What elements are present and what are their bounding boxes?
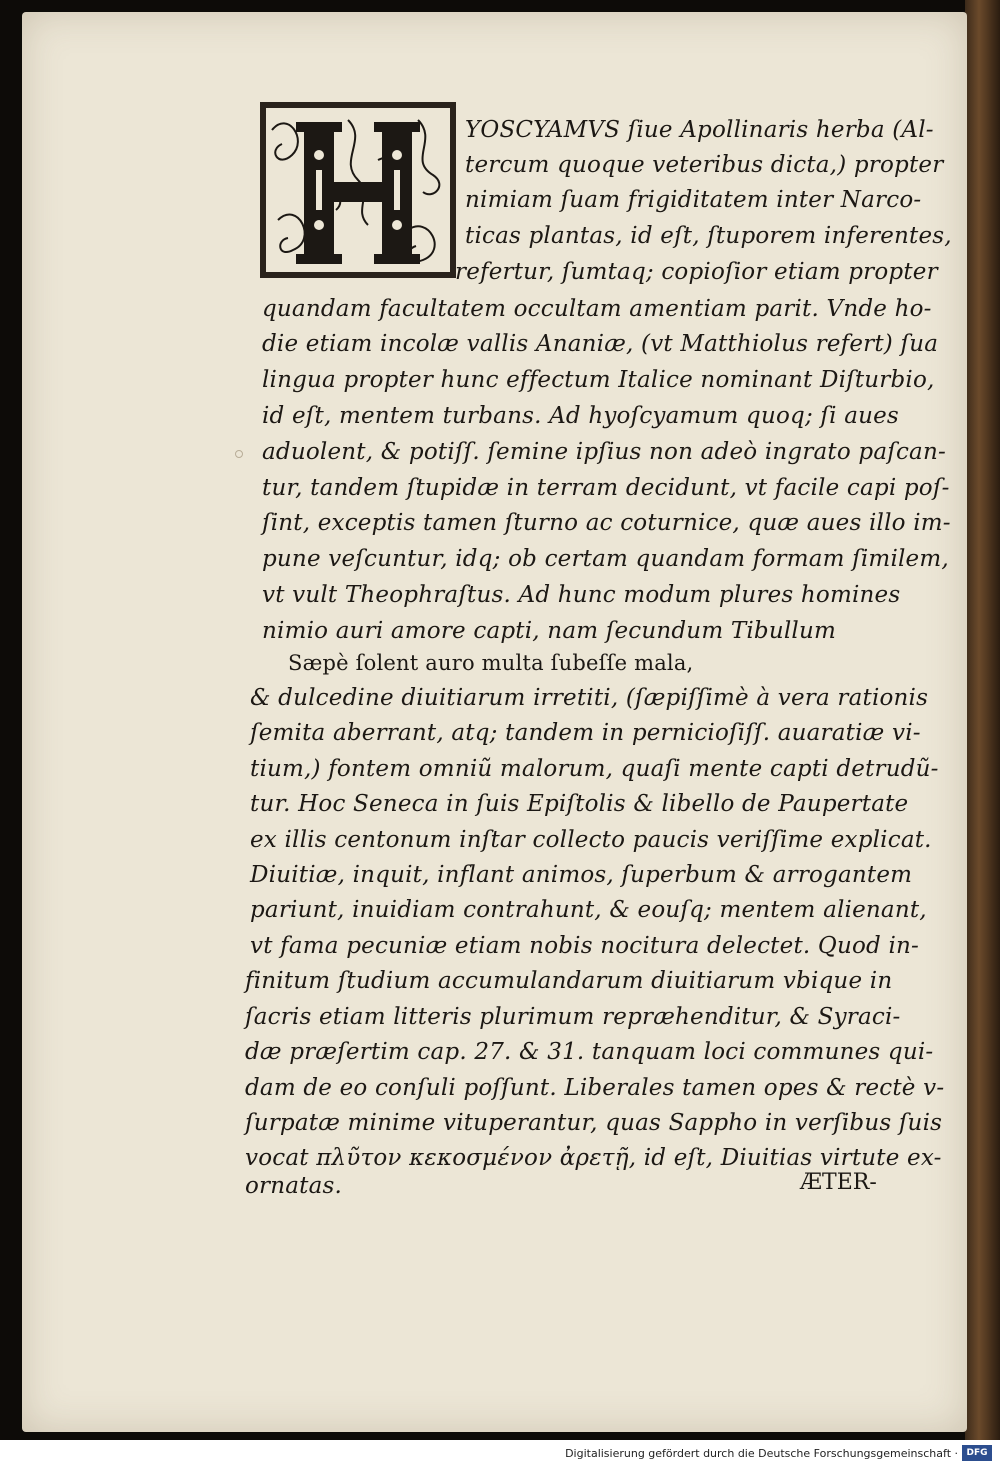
- text-line: die etiam incolæ vallis Ananiæ, (vt Matthiolus refert) ſua: [262, 331, 939, 357]
- text-line: ſint, exceptis tamen ſturno ac coturnice, quæ aues illo im-: [262, 510, 951, 536]
- text-line: nimio auri amore capti, nam ſecundum Tibullum: [262, 618, 837, 644]
- text-line: tur. Hoc Seneca in ſuis Epiſtolis & libello de Paupertate: [250, 791, 909, 817]
- text-line: vt fama pecuniæ etiam nobis nocitura delectet. Quod in-: [250, 933, 919, 959]
- text-line: tium,) fontem omniũ malorum, quaſi mente capti detrudũ-: [250, 756, 939, 782]
- text-line: ſurpatæ minime vituperantur, quas Sappho in verſibus ſuis: [245, 1110, 943, 1136]
- text-line: refertur, ſumtaq; copioſior etiam propter: [455, 259, 938, 285]
- dfg-logo: DFG: [962, 1445, 992, 1461]
- text-line: YOSCYAMVS ſiue Apollinaris herba (Al-: [465, 117, 934, 143]
- text-line: ticas plantas, id eſt, ſtuporem inferentes,: [465, 223, 952, 249]
- text-line: tur, tandem ſtupidæ in terram decidunt, vt facile capi poſ-: [262, 475, 950, 501]
- text-line: aduolent, & potiſſ. ſemine ipſius non adeò ingrato paſcan-: [262, 439, 946, 465]
- text-line: ſacris etiam litteris plurimum repræhenditur, & Syraci-: [245, 1004, 901, 1030]
- text-line: pariunt, inuidiam contrahunt, & eouſq; mentem alienant,: [250, 897, 927, 923]
- text-line: lingua propter hunc effectum Italice nominant Diſturbio,: [262, 367, 935, 393]
- text-line: nimiam ſuam frigiditatem inter Narco-: [465, 187, 922, 213]
- verse-line: Sæpè ſolent auro multa ſubeſſe mala,: [288, 651, 694, 675]
- footer-bar: [0, 1440, 1000, 1468]
- text-line: quandam facultatem occultam amentiam parit. Vnde ho-: [262, 296, 932, 322]
- text-line: Diuitiæ, inquit, inflant animos, ſuperbum & arrogantem: [250, 862, 913, 888]
- funding-credit: Digitalisierung gefördert durch die Deutsche Forschungsgemeinschaft ·: [565, 1447, 958, 1460]
- text-line: ſemita aberrant, atq; tandem in pernicioſiſſ. auaratiæ vi-: [250, 720, 921, 746]
- text-line: vt vult Theophraſtus. Ad hunc modum plures homines: [262, 582, 901, 608]
- text-line: tercum quoque veteribus dicta,) propter: [465, 152, 944, 178]
- text-line: dæ præſertim cap. 27. & 31. tanquam loci communes qui-: [245, 1039, 934, 1065]
- text-line: id eſt, mentem turbans. Ad hyoſcyamum quoq; ſi aues: [262, 403, 899, 429]
- text-line: ornatas.: [245, 1173, 343, 1199]
- text-line: pune veſcuntur, idq; ob certam quandam formam ſimilem,: [262, 546, 949, 572]
- text-line: vocat πλῦτον κεκοσμένον ἀρετῇ, id eſt, Diuitias virtute ex-: [245, 1145, 942, 1171]
- text-line: ex illis centonum inſtar collecto paucis veriſſime explicat.: [250, 827, 932, 853]
- text-line: finitum ſtudium accumulandarum diuitiarum vbique in: [245, 968, 893, 994]
- catchword: ÆTER-: [800, 1170, 877, 1195]
- text-line: dam de eo conſuli poſſunt. Liberales tamen opes & rectè v-: [245, 1075, 945, 1101]
- text-line: & dulcedine diuitiarum irretiti, (ſæpiſſimè à vera rationis: [250, 685, 929, 711]
